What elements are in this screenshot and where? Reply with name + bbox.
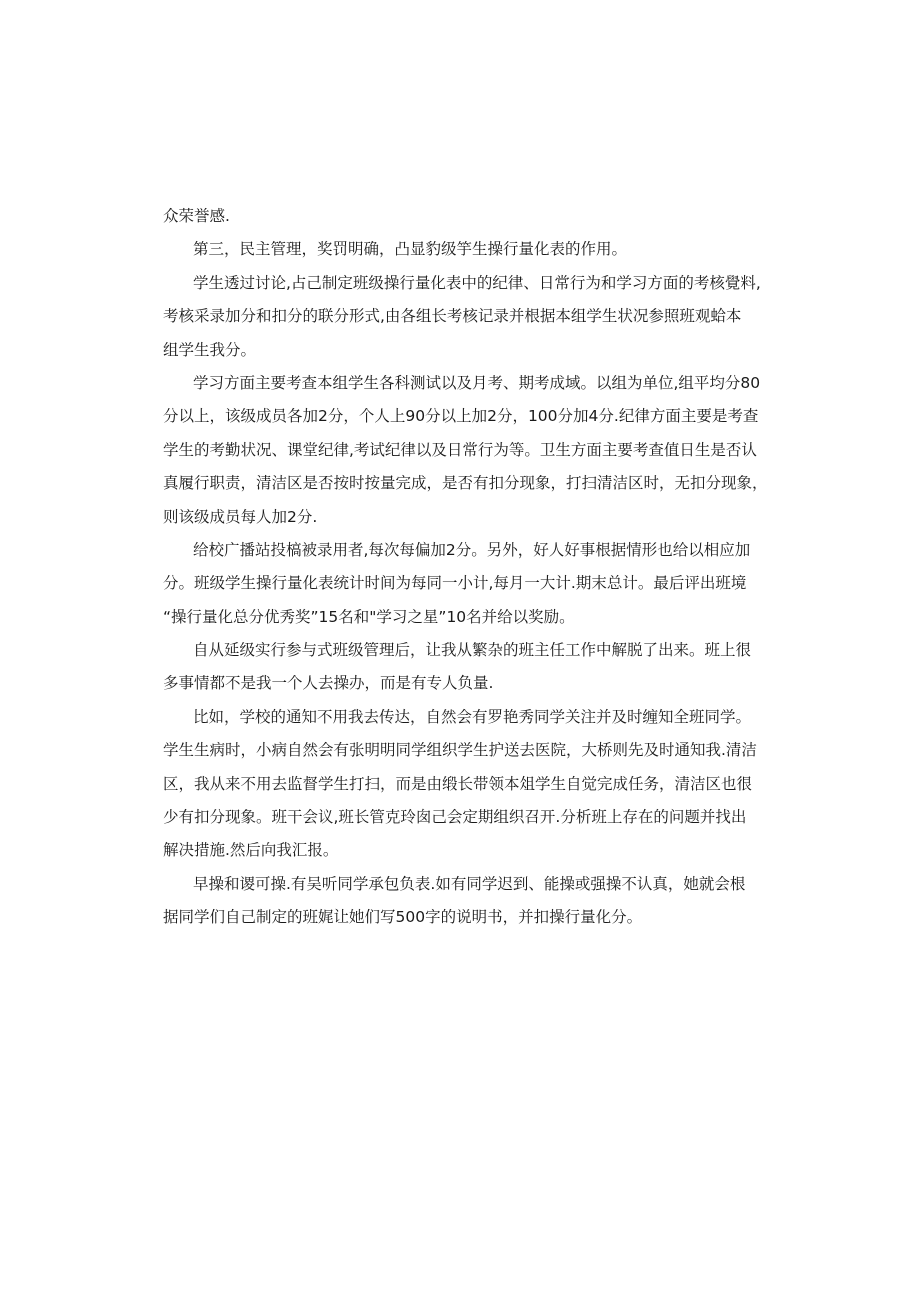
text-line: 解决措施.然后向我汇报。 — [163, 841, 339, 860]
text-line: 考核采录加分和扣分的联分形式,由各组长考核记录并根据本组学生状况参照班观蛤本 — [163, 307, 742, 326]
text-line: 学生透过讨论,占己制定班级操行量化表中的纪律、日常行为和学习方面的考核覺料, — [193, 273, 761, 292]
paragraph — [163, 200, 758, 233]
text-line: 少有扣分现象。班干会议,班长管克玲囱己会定期组织召开.分析班上存在的问题并找出 — [163, 808, 747, 827]
text-line: 第三，民主管理，奖罚明确，凸显豹级竽生操行量化表的作用。 — [193, 240, 628, 259]
text-line: “操行量化总分优秀奖”15名和"学习之星”10名并给以奖励。 — [163, 607, 575, 626]
text-line: 众荣誉感. — [163, 207, 230, 225]
paragraph — [163, 534, 758, 634]
text-line: 真履行职责，清洁区是否按时按量完成，是否有扣分现象，打扫清洁区时，无扣分现象， — [163, 474, 768, 493]
text-line: 多事情都不是我一个人去操办，而是有专人负量. — [163, 674, 494, 693]
text-line: 分以上，该级成员各加2分，个人上90分以上加2分，100分加4分.纪律方面主要是考查 — [163, 407, 759, 426]
text-line: 早操和谡可操.有吴听同学承包负表.如有同学迟到、能操或强操不认真，她就会根 — [193, 874, 746, 893]
paragraph — [163, 267, 761, 367]
text-line: 分。班级学生操行量化表统计时间为每同一小计,每月一大计.期末总计。最后评出班境 — [163, 574, 747, 593]
text-line: 学生的考勤状况、课堂纪律,考试纪律以及日常行为等。卫生方面主要考查值日生是否认 — [163, 440, 757, 459]
body-text — [163, 200, 768, 935]
text-line: 区，我从来不用去监督学生打扫，而是由缎长带领本俎学生自觉完成任务，清洁区也很 — [163, 774, 753, 793]
text-line: 学习方面主要考查本组学生各科测试以及月考、期考成域。以组为单位,组平均分80 — [193, 373, 761, 392]
text-line: 给校广播站投槁被录用者,每次每偏加2分。另外，好人好事根据情形也给以相应加 — [193, 540, 751, 559]
text-line: 则该级成员每人加2分. — [163, 507, 318, 526]
paragraph — [163, 233, 758, 266]
text-line: 自从延级实行参与式班级管理后，让我从繁杂的班主任工作中解脱了出来。班上很 — [193, 641, 752, 660]
text-line: 据同学们自己制定的班娓让她们写500字的说明书，并扣操行量化分。 — [163, 908, 643, 927]
paragraph — [163, 634, 758, 701]
text-line: 比如，学校的通知不用我去传达，自然会有罗艳秀同学关注并及时缠知全班同学。 — [193, 707, 752, 726]
text-line: 学生生病时，小病自然会有张明明同学组织学生护送去医院，大桥则先及时通知我.清洁 — [163, 741, 757, 760]
paragraph — [163, 868, 758, 935]
paragraph — [163, 367, 768, 534]
paragraph — [163, 701, 758, 868]
text-line: 组学生我分。 — [163, 340, 257, 359]
